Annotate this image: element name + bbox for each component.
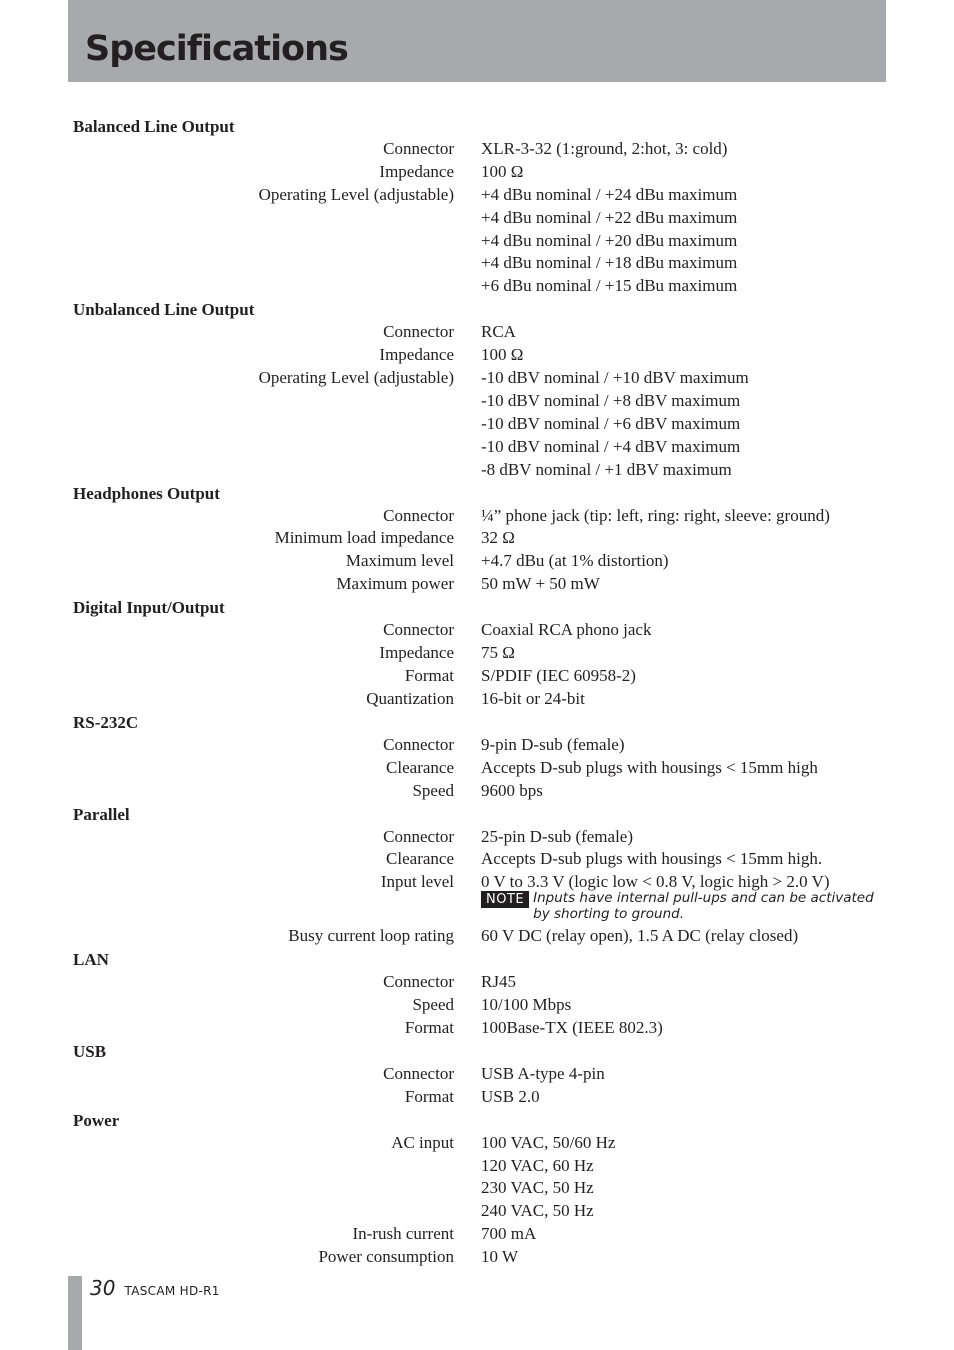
spec-section xyxy=(0,711,954,803)
header-bar xyxy=(68,0,886,82)
spec-row xyxy=(0,688,954,711)
spec-row xyxy=(0,550,954,573)
spec-row xyxy=(0,161,954,184)
spec-label: In-rush current xyxy=(352,1224,454,1244)
footer-product-name: TASCAM HD-R1 xyxy=(124,1284,220,1298)
spec-label: Impedance xyxy=(379,345,454,365)
spec-row xyxy=(0,757,954,780)
spec-row xyxy=(0,925,954,948)
spec-label: Impedance xyxy=(379,643,454,663)
section-title: Digital Input/Output xyxy=(73,598,225,618)
spec-values xyxy=(481,994,571,1017)
spec-value: 120 VAC, 60 Hz xyxy=(481,1155,594,1175)
spec-value: RJ45 xyxy=(481,972,516,992)
spec-label: Format xyxy=(404,665,454,685)
spec-value: +4 dBu nominal / +18 dBu maximum xyxy=(481,253,738,273)
spec-section xyxy=(0,948,954,1040)
spec-values xyxy=(481,757,818,780)
spec-value: 0 V to 3.3 V (logic low < 0.8 V, logic high > 2.0 V) xyxy=(481,872,830,892)
section-title: Headphones Output xyxy=(73,483,220,503)
spec-values xyxy=(481,688,585,711)
spec-values xyxy=(481,505,830,528)
spec-value: ¼” phone jack (tip: left, ring: right, sleeve: ground) xyxy=(481,505,830,525)
spec-values xyxy=(481,925,798,948)
spec-values xyxy=(481,734,625,757)
spec-value: 9600 bps xyxy=(481,780,543,800)
spec-row xyxy=(0,1223,954,1246)
spec-value: Coaxial RCA phono jack xyxy=(481,620,652,640)
spec-row xyxy=(0,642,954,665)
spec-label: Operating Level (adjustable) xyxy=(258,368,454,388)
spec-value: 32 Ω xyxy=(481,528,515,548)
spec-values xyxy=(481,1086,540,1109)
spec-value: 100Base-TX (IEEE 802.3) xyxy=(481,1017,663,1037)
spec-values xyxy=(481,971,516,994)
spec-value: -10 dBV nominal / +6 dBV maximum xyxy=(481,413,741,433)
spec-value: Accepts D-sub plugs with housings < 15mm high. xyxy=(481,849,823,869)
spec-value: -10 dBV nominal / +4 dBV maximum xyxy=(481,436,741,456)
spec-label: Busy current loop rating xyxy=(288,926,454,946)
spec-section xyxy=(0,115,954,298)
spec-label: Connector xyxy=(383,826,454,846)
spec-label: Clearance xyxy=(386,849,454,869)
spec-row xyxy=(0,994,954,1017)
spec-value: 16-bit or 24-bit xyxy=(481,688,585,708)
spec-section xyxy=(0,1109,954,1269)
spec-row xyxy=(0,1086,954,1109)
spec-values xyxy=(481,1132,615,1224)
spec-row xyxy=(0,573,954,596)
spec-label: Input level xyxy=(380,872,454,892)
section-title: Power xyxy=(73,1110,120,1130)
spec-value: 10 W xyxy=(481,1247,518,1267)
footer xyxy=(90,1276,220,1300)
spec-value: 100 Ω xyxy=(481,161,524,181)
spec-section xyxy=(0,1040,954,1109)
specifications-list xyxy=(0,115,954,1269)
spec-row xyxy=(0,734,954,757)
spec-value: -10 dBV nominal / +8 dBV maximum xyxy=(481,390,741,410)
spec-label: Power consumption xyxy=(318,1247,454,1267)
spec-row xyxy=(0,527,954,550)
section-title: Balanced Line Output xyxy=(73,117,235,136)
section-title: USB xyxy=(73,1041,107,1061)
spec-row xyxy=(0,1063,954,1086)
spec-label: Format xyxy=(404,1017,454,1037)
spec-row xyxy=(0,138,954,161)
spec-values xyxy=(481,780,543,803)
spec-values xyxy=(481,321,516,344)
section-title: Parallel xyxy=(73,804,130,824)
spec-value: +4.7 dBu (at 1% distortion) xyxy=(481,551,669,571)
spec-values xyxy=(481,642,515,665)
spec-row xyxy=(0,1246,954,1269)
footer-bar xyxy=(68,1276,82,1350)
spec-row xyxy=(0,780,954,803)
spec-value: USB A-type 4-pin xyxy=(481,1063,605,1083)
spec-value: +4 dBu nominal / +20 dBu maximum xyxy=(481,230,738,250)
spec-label: Connector xyxy=(383,1063,454,1083)
spec-value: 100 Ω xyxy=(481,345,524,365)
spec-value: +4 dBu nominal / +22 dBu maximum xyxy=(481,207,738,227)
spec-values xyxy=(481,1246,518,1269)
spec-row xyxy=(0,619,954,642)
spec-values xyxy=(481,1063,605,1086)
spec-values xyxy=(481,826,633,849)
spec-value: +6 dBu nominal / +15 dBu maximum xyxy=(481,276,738,296)
spec-values xyxy=(481,527,515,550)
page-title: Specifications xyxy=(85,29,348,69)
spec-values xyxy=(481,367,749,481)
page-number: 30 xyxy=(90,1276,116,1300)
spec-value: 25-pin D-sub (female) xyxy=(481,826,634,846)
spec-values xyxy=(481,1017,663,1040)
note-text: Inputs have internal pull-ups and can be activated by shorting to ground. xyxy=(533,890,874,923)
spec-row xyxy=(0,848,954,871)
note-badge: NOTE xyxy=(481,891,529,908)
spec-row xyxy=(0,971,954,994)
spec-label: Quantization xyxy=(366,688,454,708)
spec-label: Connector xyxy=(383,734,454,754)
spec-label: Maximum level xyxy=(345,551,454,571)
spec-label: Operating Level (adjustable) xyxy=(258,184,454,204)
spec-value: 60 V DC (relay open), 1.5 A DC (relay closed) xyxy=(481,926,799,946)
spec-label: Connector xyxy=(383,972,454,992)
spec-label: Connector xyxy=(383,322,454,342)
spec-section xyxy=(0,596,954,711)
spec-value: 230 VAC, 50 Hz xyxy=(481,1178,594,1198)
spec-value: Accepts D-sub plugs with housings < 15mm high xyxy=(481,757,818,777)
spec-value: 100 VAC, 50/60 Hz xyxy=(481,1132,616,1152)
spec-row xyxy=(0,367,954,481)
spec-section xyxy=(0,482,954,597)
spec-label: Maximum power xyxy=(336,574,454,594)
spec-value: 9-pin D-sub (female) xyxy=(481,734,625,754)
spec-value: XLR-3-32 (1:ground, 2:hot, 3: cold) xyxy=(481,139,728,158)
section-title: LAN xyxy=(73,950,109,970)
spec-values xyxy=(481,573,600,596)
spec-value: S/PDIF (IEC 60958-2) xyxy=(481,665,636,685)
spec-value: 10/100 Mbps xyxy=(481,995,572,1015)
spec-label: Format xyxy=(404,1086,454,1106)
spec-row xyxy=(0,321,954,344)
spec-values xyxy=(481,619,651,642)
spec-label: Minimum load impedance xyxy=(274,528,454,548)
spec-values xyxy=(481,665,636,688)
spec-label: Connector xyxy=(383,505,454,525)
spec-value: -10 dBV nominal / +10 dBV maximum xyxy=(481,368,749,388)
spec-label: Speed xyxy=(412,780,454,800)
spec-section xyxy=(0,298,954,481)
spec-values xyxy=(481,344,523,367)
spec-value: 75 Ω xyxy=(481,643,515,663)
spec-row xyxy=(0,871,954,925)
note xyxy=(481,890,885,922)
spec-value: RCA xyxy=(481,322,516,342)
spec-values xyxy=(481,184,737,298)
spec-value: 50 mW + 50 mW xyxy=(481,574,600,594)
spec-row xyxy=(0,1017,954,1040)
spec-label: Impedance xyxy=(379,161,454,181)
spec-value: 240 VAC, 50 Hz xyxy=(481,1201,594,1221)
spec-values xyxy=(481,848,822,871)
spec-row xyxy=(0,665,954,688)
section-title: RS-232C xyxy=(73,712,139,732)
spec-row xyxy=(0,1132,954,1224)
spec-label: Connector xyxy=(383,139,454,158)
spec-values xyxy=(481,138,727,161)
spec-value: -8 dBV nominal / +1 dBV maximum xyxy=(481,459,732,479)
spec-values xyxy=(481,550,669,573)
section-title: Unbalanced Line Output xyxy=(73,300,255,320)
spec-row xyxy=(0,826,954,849)
spec-values xyxy=(481,871,885,925)
spec-values xyxy=(481,161,523,184)
spec-label: Speed xyxy=(412,995,454,1015)
spec-value: USB 2.0 xyxy=(481,1086,540,1106)
spec-value: +4 dBu nominal / +24 dBu maximum xyxy=(481,184,738,204)
spec-row xyxy=(0,505,954,528)
spec-label: AC input xyxy=(391,1132,454,1152)
spec-section xyxy=(0,803,954,949)
spec-row xyxy=(0,184,954,298)
spec-label: Clearance xyxy=(386,757,454,777)
spec-values xyxy=(481,1223,536,1246)
spec-label: Connector xyxy=(383,620,454,640)
spec-value: 700 mA xyxy=(481,1224,537,1244)
spec-row xyxy=(0,344,954,367)
